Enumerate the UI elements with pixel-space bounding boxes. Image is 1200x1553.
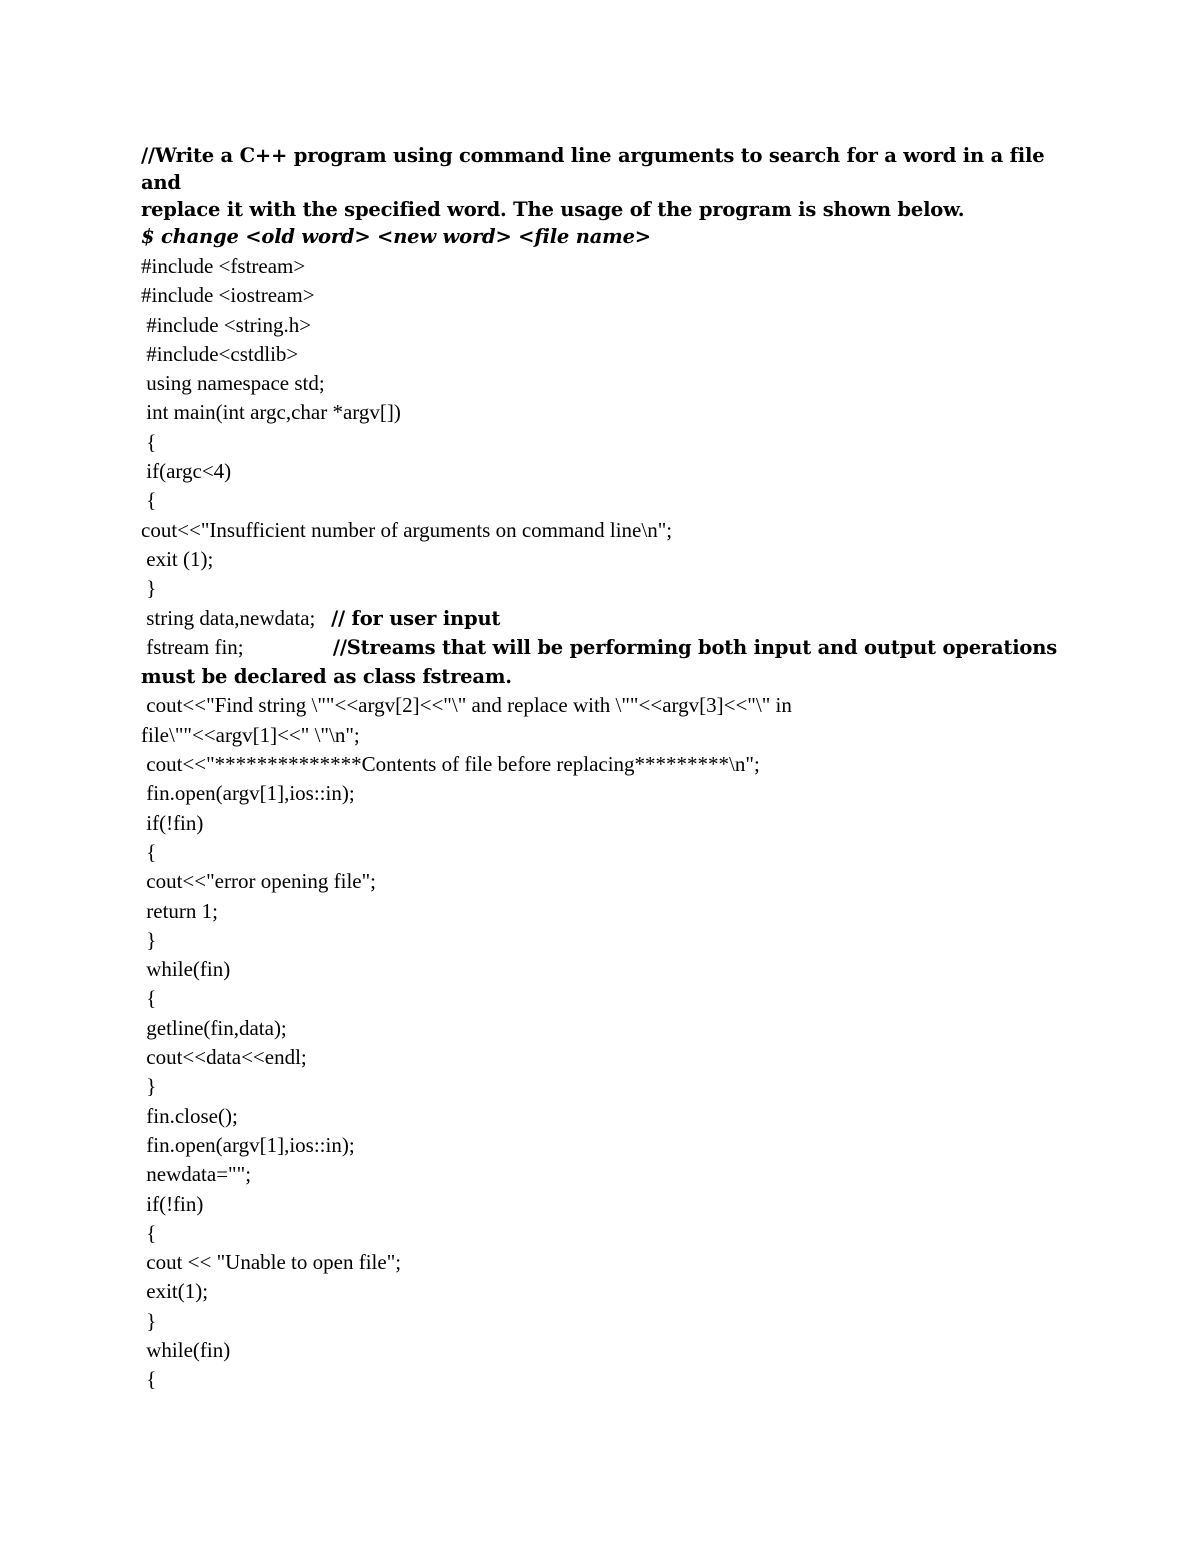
code-text: string data,newdata; bbox=[141, 605, 332, 630]
code-line-with-comment bbox=[141, 604, 1071, 633]
code-line: if(argc<4) bbox=[141, 459, 232, 484]
code-line: fin.close(); bbox=[141, 1103, 238, 1128]
code-line: { bbox=[141, 1367, 157, 1392]
code-line: { bbox=[141, 1220, 157, 1245]
code-line: cout<<data<<endl; bbox=[141, 1045, 307, 1070]
code-comment: //Streams that will be performing both input and output operations bbox=[332, 635, 1057, 659]
problem-line-1: //Write a C++ program using command line arguments to search for a word in a file and bbox=[141, 144, 1045, 194]
code-line: while(fin) bbox=[141, 957, 231, 982]
code-line: } bbox=[141, 1074, 157, 1099]
code-line: return 1; bbox=[141, 898, 218, 923]
code-line: #include <fstream> bbox=[141, 254, 306, 278]
code-line: if(!fin) bbox=[141, 1191, 204, 1216]
code-line: cout<<"Find string \""<<argv[2]<<"\" and replace with \""<<argv[3]<<"\" in bbox=[141, 693, 792, 718]
code-comment: must be declared as class fstream. bbox=[141, 665, 512, 689]
code-comment-continuation bbox=[141, 662, 1071, 691]
usage-line: $ change <old word> <new word> <file name> bbox=[141, 225, 651, 248]
code-line: #include <string.h> bbox=[141, 312, 312, 337]
code-line: while(fin) bbox=[141, 1337, 231, 1362]
problem-statement bbox=[141, 142, 1071, 250]
code-line: using namespace std; bbox=[141, 371, 325, 396]
code-line: cout << "Unable to open file"; bbox=[141, 1250, 402, 1275]
code-text: fstream fin; bbox=[141, 634, 333, 659]
code-line: { bbox=[141, 986, 157, 1011]
code-line: fin.open(argv[1],ios::in); bbox=[141, 1132, 355, 1157]
code-line: exit(1); bbox=[141, 1279, 209, 1304]
code-line: cout<<"Insufficient number of arguments on command line\n"; bbox=[141, 517, 673, 542]
code-line-with-comment bbox=[141, 633, 1071, 662]
code-line: { bbox=[141, 839, 157, 864]
code-line: } bbox=[141, 1308, 157, 1333]
code-line: { bbox=[141, 429, 157, 454]
code-listing bbox=[141, 252, 1071, 1395]
code-line: getline(fin,data); bbox=[141, 1015, 287, 1040]
code-line: } bbox=[141, 576, 157, 601]
code-line: } bbox=[141, 927, 157, 952]
code-line: #include <iostream> bbox=[141, 283, 315, 308]
code-comment: // for user input bbox=[331, 606, 501, 630]
code-line: #include<cstdlib> bbox=[141, 341, 299, 366]
problem-line-2: replace it with the specified word. The usage of the program is shown below. bbox=[141, 198, 965, 221]
code-line: cout<<"error opening file"; bbox=[141, 869, 377, 894]
code-line: if(!fin) bbox=[141, 810, 204, 835]
code-line: { bbox=[141, 488, 157, 513]
code-line: exit (1); bbox=[141, 546, 214, 571]
code-line: int main(int argc,char *argv[]) bbox=[141, 400, 401, 425]
code-line: file\""<<argv[1]<<" \"\n"; bbox=[141, 722, 360, 747]
code-line: newdata=""; bbox=[141, 1162, 252, 1187]
code-line: cout<<"**************Contents of file before replacing*********\n"; bbox=[141, 752, 760, 777]
code-line: fin.open(argv[1],ios::in); bbox=[141, 781, 355, 806]
